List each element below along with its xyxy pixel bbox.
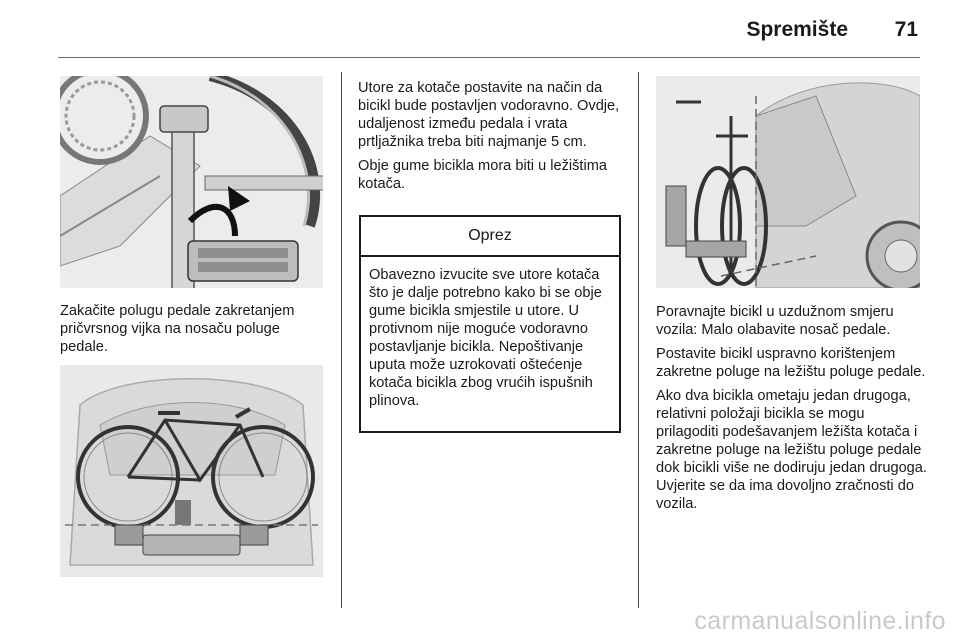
paragraph-tyres: Obje gume bicikla mora biti u ležištima kotača. [358,158,607,192]
column-divider-left [341,72,342,608]
bicycle-rear-figure [60,365,323,577]
middle-column-text [358,79,626,199]
column-divider-right [638,72,639,608]
page-title: Spremište [746,18,848,41]
bicycle-rear-drawing [60,365,323,577]
paragraph-wheel-slots: Utore za kotače postavite na način da bicikl bude postavljen vodoravno. Ovdje, udaljenost između pedala i vrata prtljažnika treba biti najmanje 5 cm. [358,80,620,150]
warning-body: Obavezno izvucite sve utore kotača što je dalje potrebno kako bi se obje gume bicikla smjestile u utore. U protivnom nije moguće vodoravno postavljanje bicikla. Nepoštivanje uputa može uzrokovati oštećenje kotača bicikla zbog vrućih ispušnih plinova. [369,267,602,409]
header-divider [58,57,920,58]
paragraph-align-bicycle: Poravnajte bicikl u uzdužnom smjeru vozila: Malo olabavite nosač pedale. [656,304,894,338]
paragraph-upright: Postavite bicikl uspravno korištenjem zakretne poluge na ležištu poluge pedale. [656,346,926,380]
warning-box [359,215,621,433]
left-column-text [60,302,328,362]
pedal-instruction-caption: Zakačite polugu pedale zakretanjem pričvrsnog vijka na nosaču poluge pedale. [60,303,295,355]
page-number: 71 [894,18,918,41]
paragraph-two-bicycles: Ako dva bicikla ometaju jedan drugoga, relativni položaji bicikla se mogu prilagoditi podešavanjem ležišta kotača i zakretne poluge na ležištu poluge pedale dok bicikli više ne dodiruju jedan drugoga. Uvjerite se da ima dovoljno zračnosti do vozila. [656,388,927,512]
page-header [0,0,960,58]
watermark: carmanualsonline.info [694,607,946,635]
pedal-clamp-figure [60,76,323,288]
pedal-clamp-drawing [60,76,323,288]
bicycle-side-drawing [656,76,920,288]
bicycle-side-figure [656,76,920,288]
warning-title: Oprez [361,217,619,257]
right-column-text [656,303,928,519]
